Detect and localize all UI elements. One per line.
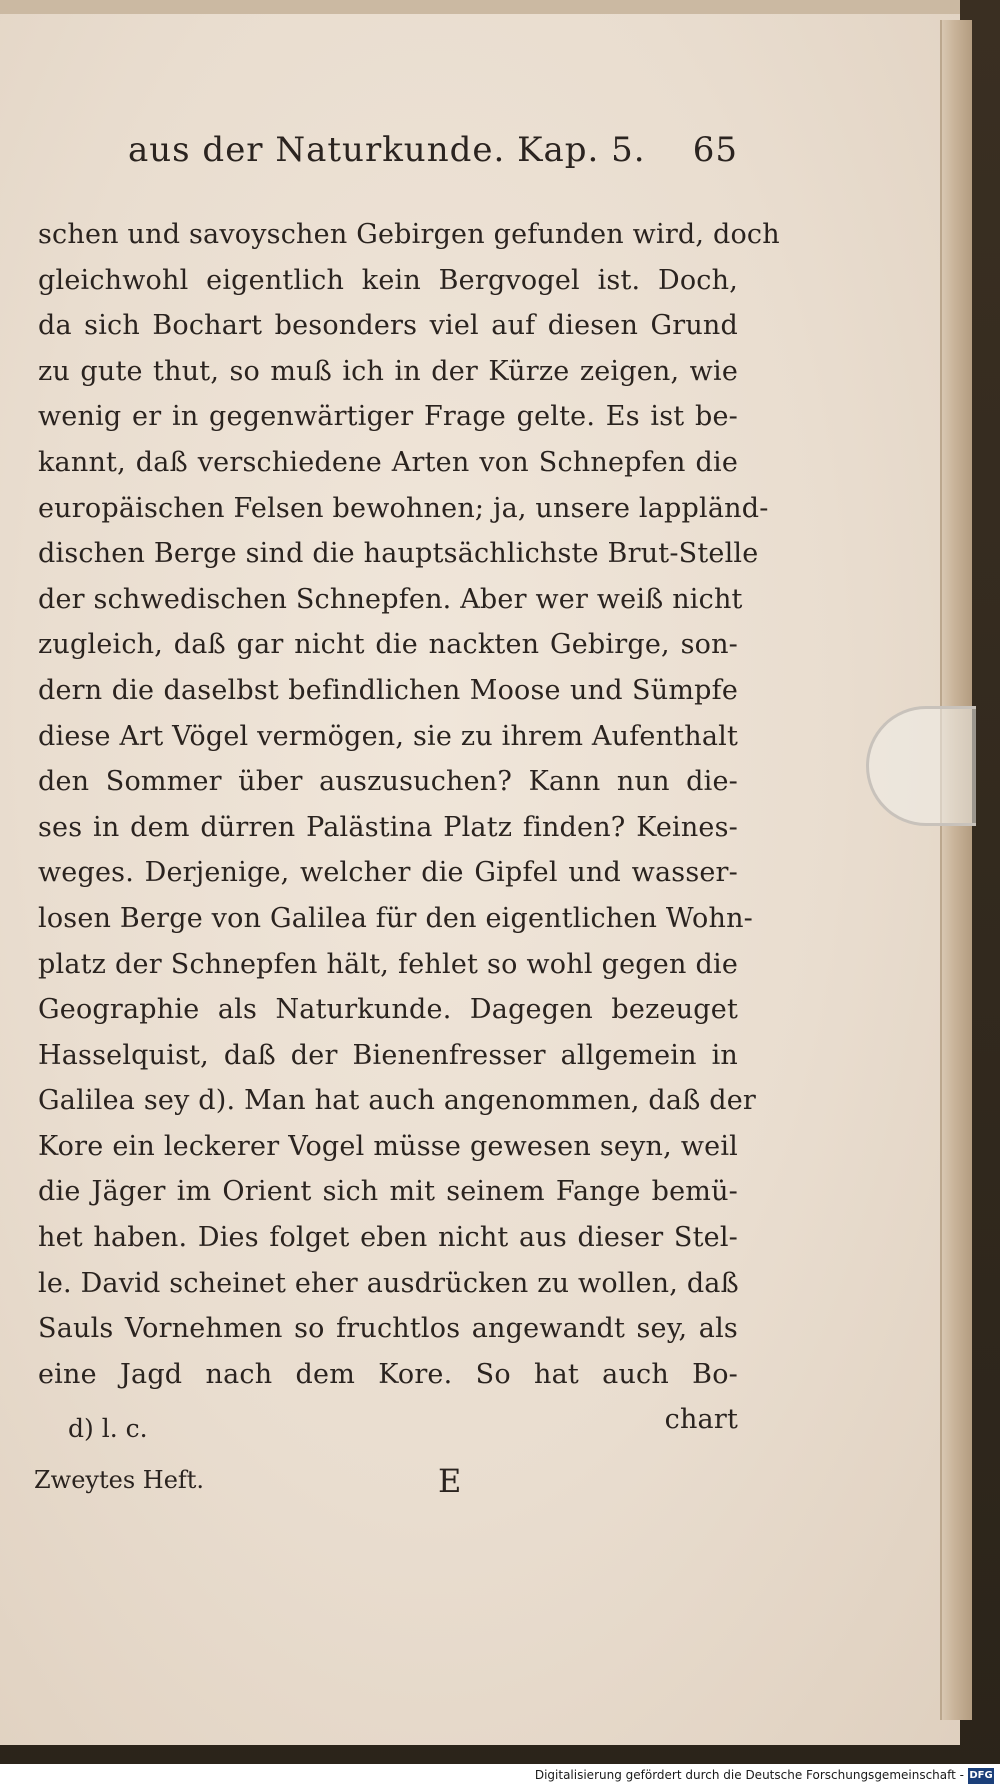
text-line: platz der Schnepfen hält, fehlet so wohl gegen die [38,948,738,980]
text-line: die Jäger im Orient sich mit seinem Fange bemü- [38,1176,738,1208]
text-line: Galilea sey d). Man hat auch angenommen, daß der [38,1085,756,1117]
text-line: losen Berge von Galilea für den eigentlichen Wohn- [38,902,754,934]
text-line: den Sommer über auszusuchen? Kann nun die- [38,766,738,798]
text-line: der schwedischen Schnepfen. Aber wer weiß nicht [38,583,743,615]
text-line: dischen Berge sind die hauptsächlichste Brut-Stelle [38,538,759,570]
body-text [38,212,780,1443]
text-line: da sich Bochart besonders viel auf diesen Grund [38,310,738,342]
page-marker-tab [866,706,976,826]
catchword: chart [664,1404,738,1436]
text-line: weges. Derjenige, welcher die Gipfel und wasser- [38,857,738,889]
dfg-logo: DFG [968,1768,994,1784]
page-number: 65 [692,130,738,170]
text-line: ses in dem dürren Palästina Platz finden? Keines- [38,811,738,843]
text-line: Sauls Vornehmen so fruchtlos angewandt sey, als [38,1313,738,1345]
text-line: kannt, daß verschiedene Arten von Schnepfen die [38,446,738,478]
text-line: zugleich, daß gar nicht die nackten Gebirge, son- [38,629,738,661]
text-line: Geographie als Naturkunde. Dagegen bezeuget [38,994,738,1026]
text-line: zu gute thut, so muß ich in der Kürze zeigen, wie [38,355,738,387]
text-line: diese Art Vögel vermögen, sie zu ihrem Aufenthalt [38,720,738,752]
text-line: eine Jagd nach dem Kore. So hat auch Bo- [38,1358,738,1390]
text-line: schen und savoyschen Gebirgen gefunden wird, doch [38,219,780,250]
text-line: le. David scheinet eher ausdrücken zu wollen, daß [38,1267,739,1299]
text-line: Hasselquist, daß der Bienenfresser allgemein in [38,1039,738,1071]
text-line: dern die daselbst befindlichen Moose und Sümpfe [38,674,738,706]
signature-mark: E [438,1462,462,1500]
digitization-credit: Digitalisierung gefördert durch die Deutsche Forschungsgemeinschaft - [534,1768,964,1782]
page-header [128,130,738,186]
text-line: europäischen Felsen bewohnen; ja, unsere lappländ- [38,492,769,524]
page-edge [940,20,972,1720]
text-line: wenig er in gegenwärtiger Frage gelte. Es ist be- [38,401,738,433]
text-line: het haben. Dies folget eben nicht aus dieser Stel- [38,1222,738,1254]
running-title: aus der Naturkunde. Kap. 5. [128,130,646,170]
signature-line: Zweytes Heft. [34,1466,205,1494]
text-line: gleichwohl eigentlich kein Bergvogel ist. Doch, [38,264,738,296]
text-line: Kore ein leckerer Vogel müsse gewesen seyn, weil [38,1130,738,1162]
footnote: d) l. c. [68,1414,148,1443]
